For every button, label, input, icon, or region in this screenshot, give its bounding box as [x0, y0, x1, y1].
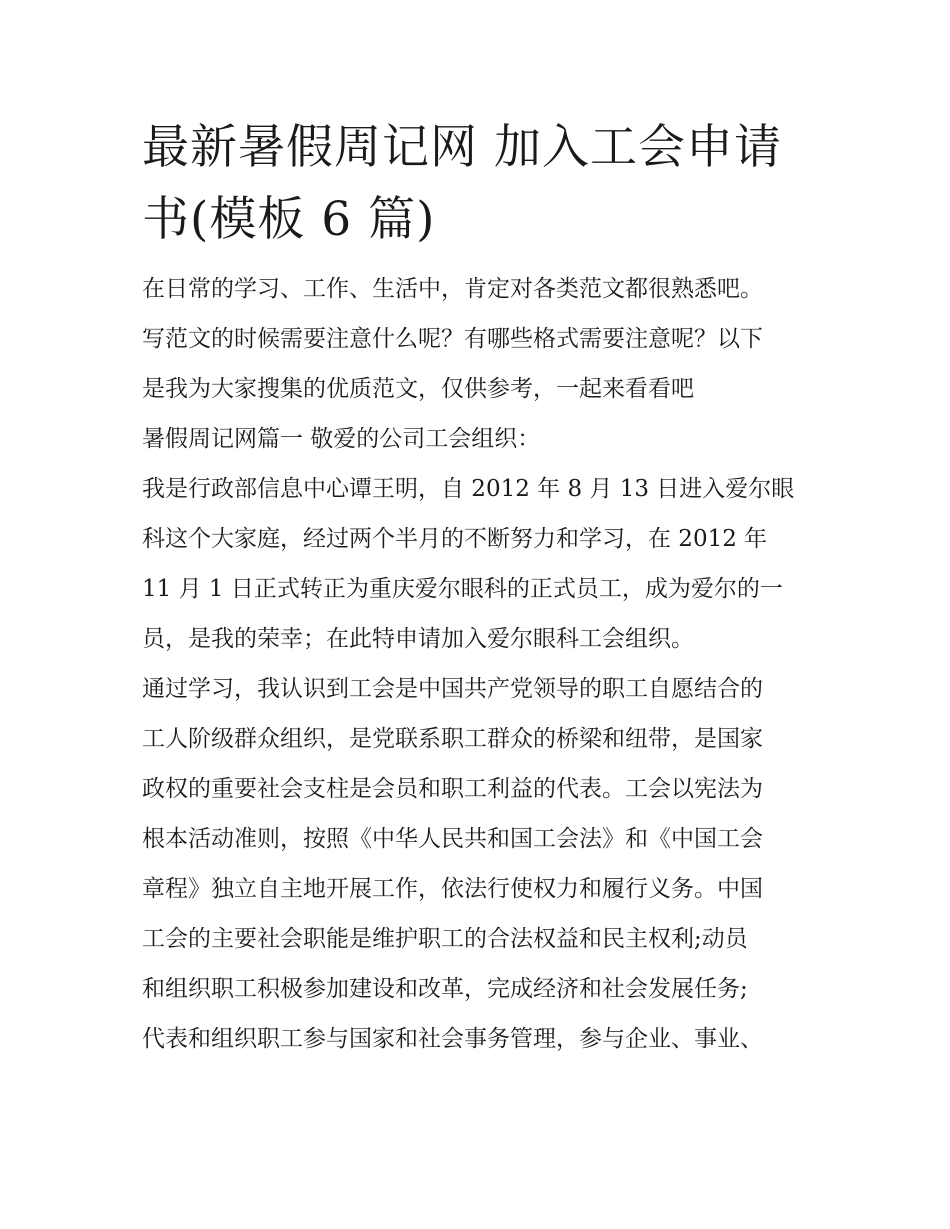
paragraph-line: 政权的重要社会支柱是会员和职工利益的代表。工会以宪法为	[142, 776, 763, 802]
paragraph-line: 是我为大家搜集的优质范文，仅供参考，一起来看看吧	[142, 376, 694, 402]
paragraph-line: 根本活动准则，按照《中华人民共和国工会法》和《中国工会	[142, 826, 763, 852]
paragraph-line: 通过学习，我认识到工会是中国共产党领导的职工自愿结合的	[142, 676, 763, 702]
paragraph-line: 写范文的时候需要注意什么呢？有哪些格式需要注意呢？以下	[142, 326, 763, 352]
body-paragraph	[142, 664, 814, 1064]
paragraph-line: 工人阶级群众组织，是党联系职工群众的桥梁和纽带，是国家	[142, 726, 763, 752]
document-page	[142, 112, 814, 1064]
paragraph-line: 和组织职工积极参加建设和改革，完成经济和社会发展任务;	[142, 976, 748, 1002]
paragraph-line: 工会的主要社会职能是维护职工的合法权益和民主权利;动员	[142, 926, 748, 952]
body-paragraph	[142, 464, 814, 664]
title-line: 书(模板 6 篇)	[142, 192, 436, 247]
paragraph-line: 章程》独立自主地开展工作，依法行使权力和履行义务。中国	[142, 876, 763, 902]
paragraph-line: 员，是我的荣幸；在此特申请加入爱尔眼科工会组织。	[142, 626, 694, 652]
document-title	[142, 112, 814, 256]
intro-paragraph	[142, 264, 814, 414]
section-heading	[142, 414, 814, 464]
paragraph-line: 科这个大家庭，经过两个半月的不断努力和学习，在 2012 年	[142, 526, 768, 552]
paragraph-line: 暑假周记网篇一 敬爱的公司工会组织：	[142, 426, 541, 452]
paragraph-line: 11 月 1 日正式转正为重庆爱尔眼科的正式员工，成为爱尔的一	[142, 576, 783, 602]
paragraph-line: 我是行政部信息中心谭王明，自 2012 年 8 月 13 日进入爱尔眼	[142, 476, 795, 502]
paragraph-line: 代表和组织职工参与国家和社会事务管理，参与企业、事业、	[142, 1026, 763, 1052]
title-line: 最新暑假周记网 加入工会申请	[142, 120, 782, 175]
paragraph-line: 在日常的学习、工作、生活中，肯定对各类范文都很熟悉吧。	[142, 276, 763, 302]
